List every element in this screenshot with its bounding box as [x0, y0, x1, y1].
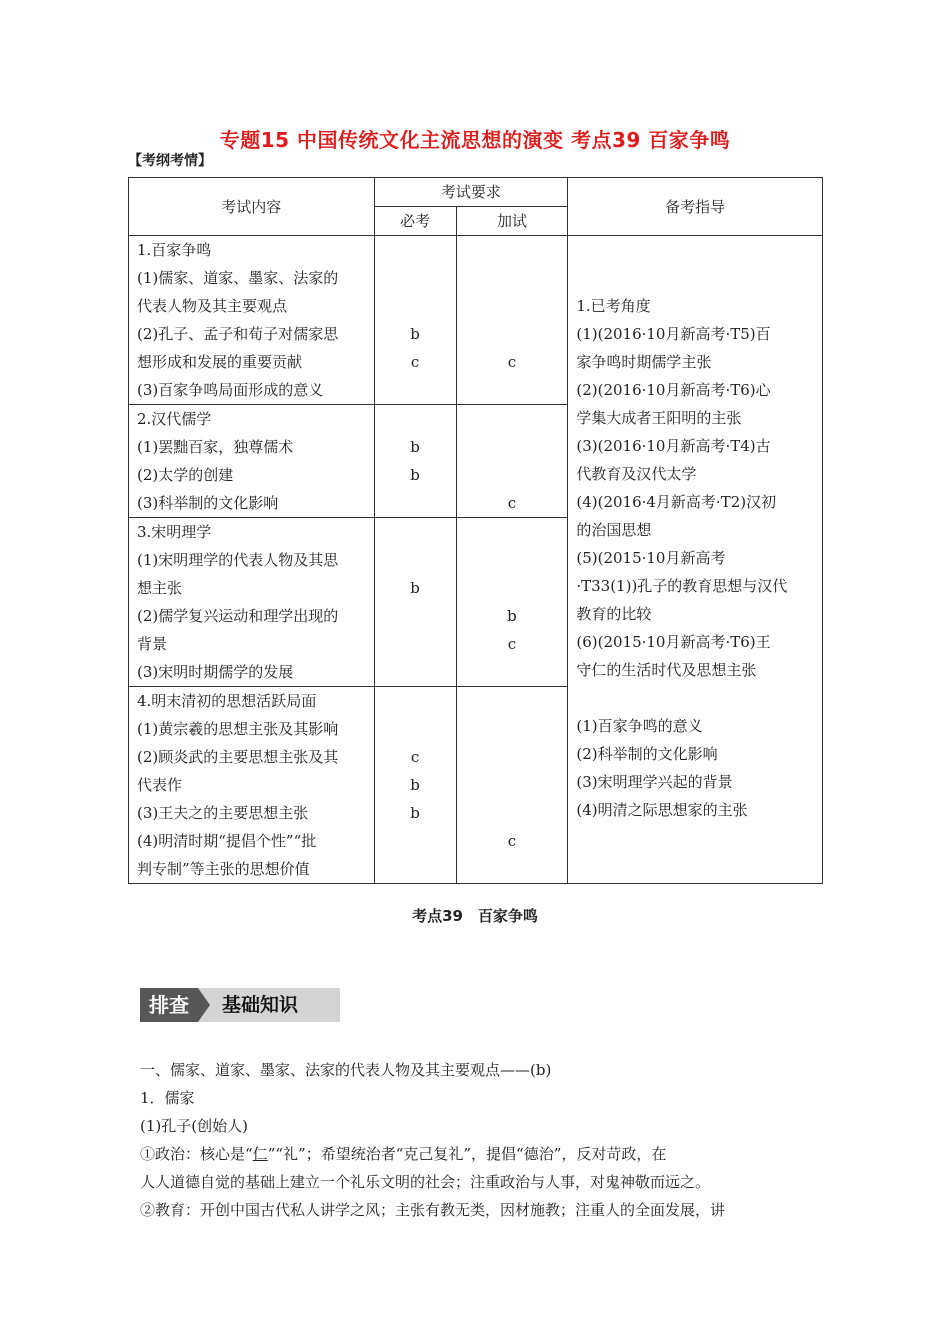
must-cell	[374, 236, 456, 405]
guide-line: 1.已考角度	[576, 297, 651, 315]
body-span: ”“礼”；希望统治者“克己复礼”，提倡“德治”，反对苛政，在	[267, 1145, 667, 1163]
must-mark: b	[410, 804, 420, 822]
content-line: (2)孔子、孟子和荀子对儒家思	[137, 325, 339, 343]
guide-line: 的治国思想	[576, 521, 652, 539]
must-mark: c	[410, 353, 420, 371]
add-mark	[457, 715, 568, 743]
content-line: (2)顾炎武的主要思想主张及其	[137, 748, 339, 766]
content-line: 代表作	[137, 776, 183, 794]
guide-line: (1)(2016·10月新高考·T5)百	[576, 325, 771, 343]
table-row	[129, 236, 823, 405]
content-line: (2)儒学复兴运动和理学出现的	[137, 607, 339, 625]
body-line: 人人道德自觉的基础上建立一个礼乐文明的社会；注重政治与人事，对鬼神敬而远之。	[140, 1173, 711, 1191]
add-mark: c	[507, 494, 517, 512]
content-cell	[129, 687, 375, 884]
must-mark: c	[410, 748, 420, 766]
must-mark	[375, 855, 456, 883]
guide-line	[576, 236, 816, 264]
add-cell	[456, 687, 568, 884]
must-mark	[375, 376, 456, 404]
guide-line: ·T33(1))孔子的教育思想与汉代	[576, 577, 788, 595]
add-mark: c	[507, 635, 517, 653]
content-line: 1.百家争鸣	[137, 241, 212, 259]
content-cell	[129, 518, 375, 687]
add-mark	[457, 518, 568, 546]
content-line: 判专制”等主张的思想价值	[137, 860, 310, 878]
add-mark	[457, 292, 568, 320]
section-banner	[140, 988, 340, 1022]
must-mark	[375, 264, 456, 292]
must-mark	[375, 405, 456, 433]
must-mark	[375, 236, 456, 264]
exam-outline-table	[128, 177, 823, 884]
must-mark	[375, 602, 456, 630]
content-cell	[129, 405, 375, 518]
content-cell	[129, 236, 375, 405]
add-mark	[457, 433, 568, 461]
content-line: 想主张	[137, 579, 183, 597]
guide-line: (1)百家争鸣的意义	[576, 717, 703, 735]
guide-line: (4)明清之际思想家的主张	[576, 801, 748, 819]
must-cell	[374, 518, 456, 687]
content-line: (1)罢黜百家，独尊儒术	[137, 438, 294, 456]
header-add: 加试	[456, 207, 568, 236]
content-line: 代表人物及其主要观点	[137, 297, 288, 315]
guide-line: (3)宋明理学兴起的背景	[576, 773, 733, 791]
add-mark	[457, 461, 568, 489]
content-line: (4)明清时期“提倡个性”“批	[137, 832, 317, 850]
guide-line: 学集大成者王阳明的主张	[576, 409, 742, 427]
add-mark	[457, 546, 568, 574]
content-line: (1)儒家、道家、墨家、法家的	[137, 269, 339, 287]
header-requirements: 考试要求	[374, 178, 568, 207]
content-line: 4.明末清初的思想活跃局面	[137, 692, 317, 710]
guide-line: (4)(2016·4月新高考·T2)汉初	[576, 493, 777, 511]
content-line: (3)百家争鸣局面形成的意义	[137, 381, 324, 399]
guide-line: 代教育及汉代太学	[576, 465, 697, 483]
must-cell	[374, 687, 456, 884]
guide-line	[576, 264, 816, 292]
must-mark	[375, 518, 456, 546]
guide-line: (5)(2015·10月新高考	[576, 549, 726, 567]
add-cell	[456, 236, 568, 405]
guide-cell	[568, 236, 823, 884]
add-mark	[457, 236, 568, 264]
guide-line: 家争鸣时期儒学主张	[576, 353, 712, 371]
add-mark	[457, 855, 568, 883]
must-mark: b	[410, 776, 420, 794]
must-mark	[375, 489, 456, 517]
guide-line: 教育的比较	[576, 605, 652, 623]
add-cell	[456, 518, 568, 687]
guide-line: (3)(2016·10月新高考·T4)古	[576, 437, 771, 455]
body-line: 一、儒家、道家、墨家、法家的代表人物及其主要观点——(b)	[140, 1061, 552, 1079]
header-content: 考试内容	[129, 178, 375, 236]
content-line: 3.宋明理学	[137, 523, 212, 541]
guide-line: (2)科举制的文化影响	[576, 745, 718, 763]
header-guide: 备考指导	[568, 178, 823, 236]
content-line: 背景	[137, 635, 168, 653]
must-mark	[375, 715, 456, 743]
add-mark: b	[507, 607, 517, 625]
add-mark: c	[507, 353, 517, 371]
banner-arrow-icon	[198, 988, 210, 1022]
page-title: 专题15 中国传统文化主流思想的演变 考点39 百家争鸣	[219, 128, 731, 152]
must-mark	[375, 546, 456, 574]
banner-label-light: 基础知识	[222, 994, 299, 1016]
must-mark	[375, 630, 456, 658]
must-mark: b	[410, 579, 420, 597]
add-mark	[457, 799, 568, 827]
add-mark	[457, 264, 568, 292]
banner-label-dark: 排查	[140, 988, 198, 1022]
body-line	[140, 1140, 812, 1168]
body-line: ②教育：开创中国古代私人讲学之风；主张有教无类，因材施教；注重人的全面发展，讲	[140, 1201, 726, 1219]
add-mark	[457, 658, 568, 686]
section-subheading: 考点39 百家争鸣	[412, 907, 538, 925]
content-line: (3)宋明时期儒学的发展	[137, 663, 294, 681]
content-line: 想形成和发展的重要贡献	[137, 353, 303, 371]
add-mark	[457, 743, 568, 771]
content-line: (1)黄宗羲的思想主张及其影响	[137, 720, 339, 738]
add-mark	[457, 405, 568, 433]
must-mark: b	[410, 438, 420, 456]
content-line: (3)王夫之的主要思想主张	[137, 804, 309, 822]
guide-line: 守仁的生活时代及思想主张	[576, 661, 757, 679]
add-mark	[457, 771, 568, 799]
content-line: (3)科举制的文化影响	[137, 494, 279, 512]
add-mark: c	[507, 832, 517, 850]
add-mark	[457, 320, 568, 348]
section-tag: 【考纲考情】	[128, 153, 212, 169]
add-cell	[456, 405, 568, 518]
must-mark: b	[410, 325, 420, 343]
header-must: 必考	[374, 207, 456, 236]
add-mark	[457, 574, 568, 602]
body-span: ①政治：核心是“	[140, 1145, 253, 1163]
guide-line: (2)(2016·10月新高考·T6)心	[576, 381, 771, 399]
add-mark	[457, 687, 568, 715]
body-line: 1．儒家	[140, 1089, 195, 1107]
must-mark	[375, 827, 456, 855]
must-cell	[374, 405, 456, 518]
must-mark	[375, 292, 456, 320]
content-line: (2)太学的创建	[137, 466, 234, 484]
must-mark: b	[410, 466, 420, 484]
content-line: (1)宋明理学的代表人物及其思	[137, 551, 339, 569]
content-line: 2.汉代儒学	[137, 410, 212, 428]
body-text	[140, 1056, 812, 1224]
body-line: (1)孔子(创始人)	[140, 1117, 248, 1135]
must-mark	[375, 687, 456, 715]
underlined-term: 仁	[252, 1145, 268, 1163]
add-mark	[457, 376, 568, 404]
guide-line: (6)(2015·10月新高考·T6)王	[576, 633, 771, 651]
must-mark	[375, 658, 456, 686]
guide-line	[576, 684, 816, 712]
